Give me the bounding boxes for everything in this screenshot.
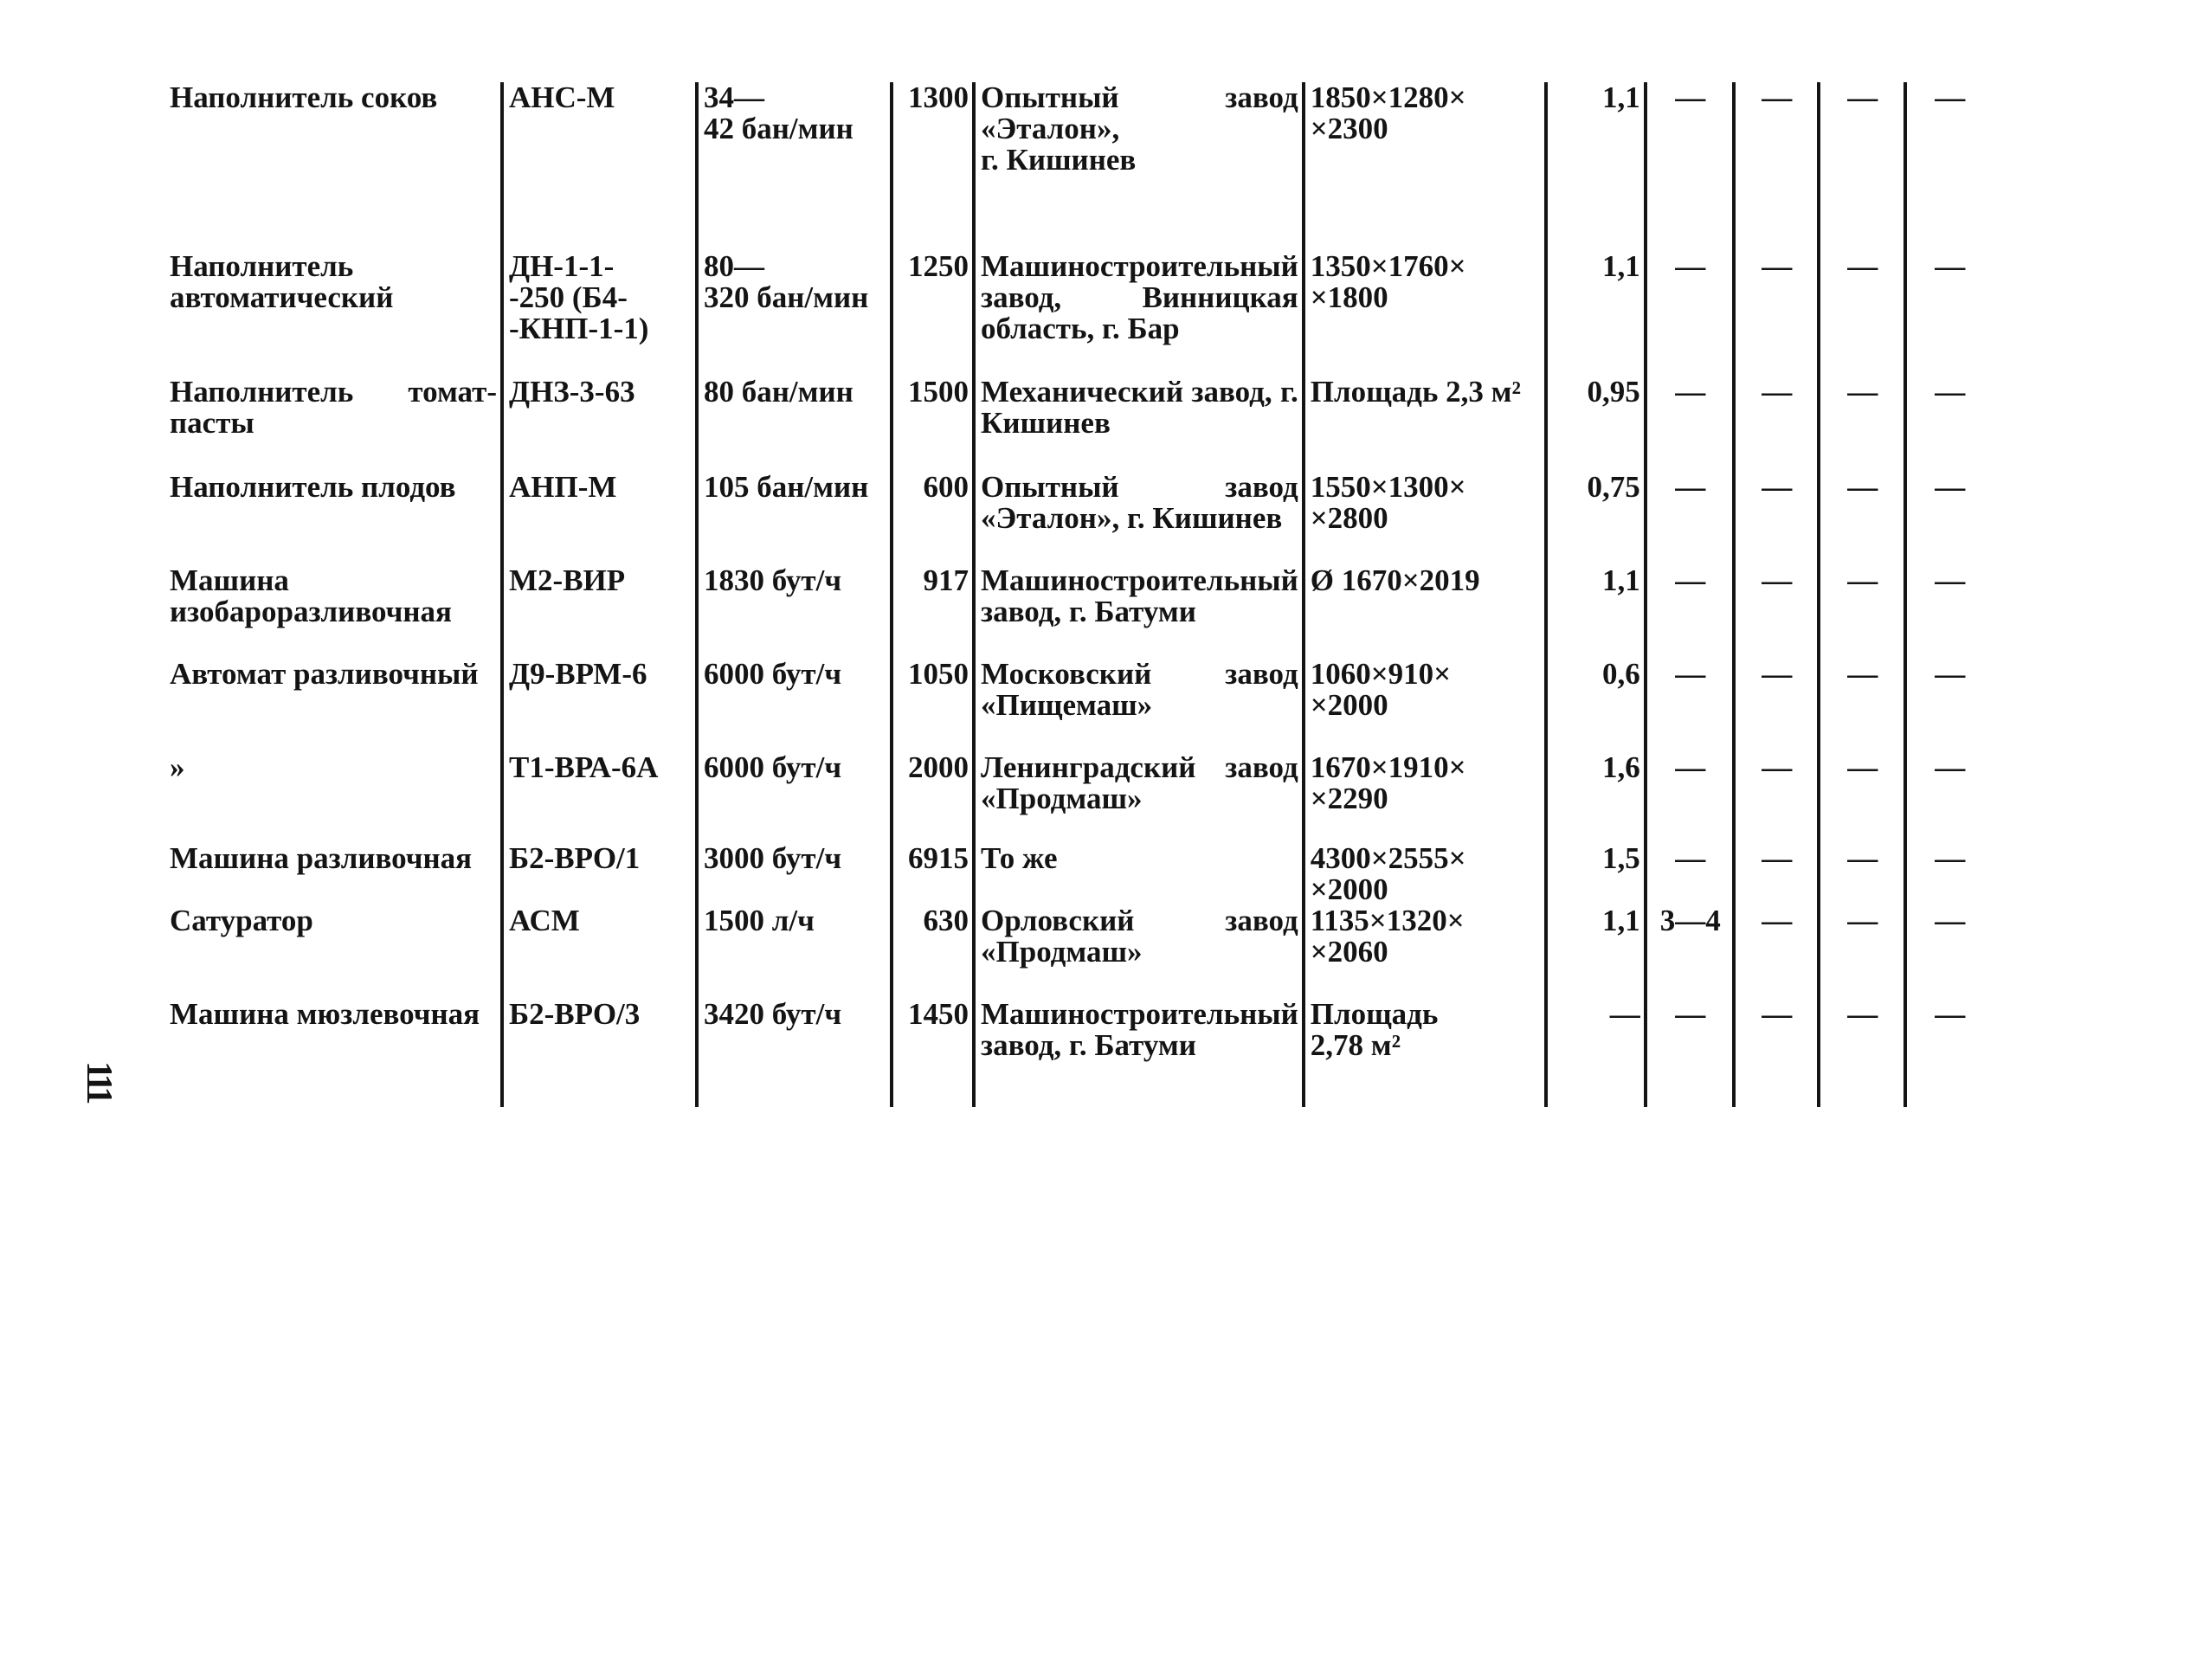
equipment-name: Машина изобароразливочная xyxy=(170,565,452,628)
col-8: — xyxy=(1675,251,1706,283)
col-9: — xyxy=(1762,565,1793,597)
manufacturer-cell xyxy=(974,843,1304,905)
col-10-cell xyxy=(1819,472,1905,565)
productivity: 34— 42 бан/мин xyxy=(704,82,854,145)
equipment-name: Наполнитель соков xyxy=(170,82,438,114)
col-9-cell xyxy=(1734,659,1819,752)
productivity-cell xyxy=(697,82,892,251)
equipment-name: Наполнитель автоматический xyxy=(170,251,394,314)
col-8: — xyxy=(1675,82,1706,114)
dimensions-cell xyxy=(1304,843,1546,905)
col-9-cell xyxy=(1734,472,1819,565)
manufacturer: Ленинградский завод «Продмаш» xyxy=(981,752,1298,815)
dimensions: 1350×1760× ×1800 xyxy=(1310,251,1466,314)
col-8: 3—4 xyxy=(1659,905,1721,937)
col-9-cell xyxy=(1734,999,1819,1107)
equipment-name-cell xyxy=(164,565,502,659)
manufacturer-cell xyxy=(974,251,1304,377)
model-code-cell xyxy=(502,377,697,472)
productivity: 6000 бут/ч xyxy=(704,752,842,784)
manufacturer-cell xyxy=(974,377,1304,472)
col-11-cell xyxy=(1905,251,1992,377)
col-10-cell xyxy=(1819,999,1905,1107)
power: 1250 xyxy=(908,251,969,283)
productivity: 3000 бут/ч xyxy=(704,843,842,875)
table-row xyxy=(164,905,1992,999)
manufacturer-cell xyxy=(974,565,1304,659)
col-11: — xyxy=(1935,752,1966,784)
power-cell xyxy=(892,999,974,1107)
col-8-cell xyxy=(1646,752,1734,843)
col-10-cell xyxy=(1819,251,1905,377)
equipment-name-cell xyxy=(164,82,502,251)
col-10: — xyxy=(1847,905,1878,937)
equipment-name: Сатуратор xyxy=(170,905,313,937)
model-code-cell xyxy=(502,251,697,377)
model-code-cell xyxy=(502,999,697,1107)
mass: 1,5 xyxy=(1601,843,1640,875)
col-10: — xyxy=(1847,999,1878,1031)
power: 1450 xyxy=(908,999,969,1031)
mass-cell xyxy=(1546,752,1646,843)
col-9: — xyxy=(1762,752,1793,784)
model-code: Т1-ВРА-6А xyxy=(509,752,659,784)
manufacturer-cell xyxy=(974,659,1304,752)
col-10-cell xyxy=(1819,565,1905,659)
col-9-cell xyxy=(1734,843,1819,905)
productivity-cell xyxy=(697,565,892,659)
power: 2000 xyxy=(908,752,969,784)
power-cell xyxy=(892,752,974,843)
dimensions: Площадь 2,3 м² xyxy=(1310,377,1521,409)
col-9-cell xyxy=(1734,565,1819,659)
table-row xyxy=(164,565,1992,659)
power: 1500 xyxy=(908,377,969,409)
mass-cell xyxy=(1546,905,1646,999)
col-11: — xyxy=(1935,999,1966,1031)
productivity: 1830 бут/ч xyxy=(704,565,842,597)
equipment-name: Машина мюзлевочная xyxy=(170,999,480,1031)
mass: 1,1 xyxy=(1601,565,1640,597)
col-11-cell xyxy=(1905,82,1992,251)
mass: 1,1 xyxy=(1601,82,1640,114)
col-9-cell xyxy=(1734,82,1819,251)
equipment-name: Наполнитель томат-пасты xyxy=(170,377,497,440)
power-cell xyxy=(892,905,974,999)
mass-cell xyxy=(1546,82,1646,251)
mass: 1,6 xyxy=(1601,752,1640,784)
equipment-name: Наполнитель плодов xyxy=(170,472,456,504)
model-code: АНС-М xyxy=(509,82,615,114)
power-cell xyxy=(892,843,974,905)
table-row xyxy=(164,472,1992,565)
mass: 0,6 xyxy=(1601,659,1640,691)
manufacturer: Механический завод, г. Кишинев xyxy=(981,377,1298,440)
equipment-name-cell xyxy=(164,472,502,565)
col-11-cell xyxy=(1905,999,1992,1107)
col-11-cell xyxy=(1905,905,1992,999)
power: 600 xyxy=(923,472,969,504)
col-11: — xyxy=(1935,377,1966,409)
equipment-name-cell xyxy=(164,251,502,377)
productivity: 80— 320 бан/мин xyxy=(704,251,869,314)
model-code: АСМ xyxy=(509,905,580,937)
dimensions-cell xyxy=(1304,377,1546,472)
model-code: ДН-1-1- -250 (Б4- -КНП-1-1) xyxy=(509,251,649,345)
model-code: АНП-М xyxy=(509,472,617,504)
productivity-cell xyxy=(697,905,892,999)
manufacturer-cell xyxy=(974,752,1304,843)
col-11-cell xyxy=(1905,659,1992,752)
col-10-cell xyxy=(1819,82,1905,251)
productivity-cell xyxy=(697,377,892,472)
mass-cell xyxy=(1546,251,1646,377)
dimensions: 1670×1910× ×2290 xyxy=(1310,752,1466,815)
power-cell xyxy=(892,82,974,251)
col-10: — xyxy=(1847,472,1878,504)
power: 917 xyxy=(923,565,969,597)
productivity-cell xyxy=(697,659,892,752)
col-11: — xyxy=(1935,565,1966,597)
col-11: — xyxy=(1935,843,1966,875)
col-8: — xyxy=(1675,472,1706,504)
dimensions-cell xyxy=(1304,999,1546,1107)
col-8-cell xyxy=(1646,251,1734,377)
col-11-cell xyxy=(1905,752,1992,843)
manufacturer-cell xyxy=(974,472,1304,565)
col-9: — xyxy=(1762,82,1793,114)
mass-cell xyxy=(1546,377,1646,472)
col-8-cell xyxy=(1646,905,1734,999)
equipment-name-cell xyxy=(164,752,502,843)
table-row xyxy=(164,659,1992,752)
col-9-cell xyxy=(1734,377,1819,472)
mass: — xyxy=(1609,999,1640,1031)
col-11: — xyxy=(1935,659,1966,691)
power-cell xyxy=(892,472,974,565)
col-10: — xyxy=(1847,82,1878,114)
manufacturer: Машиностроительный завод, г. Батуми xyxy=(981,565,1298,628)
col-8: — xyxy=(1675,565,1706,597)
dimensions: 1550×1300× ×2800 xyxy=(1310,472,1466,535)
mass: 0,75 xyxy=(1587,472,1640,504)
col-8-cell xyxy=(1646,472,1734,565)
manufacturer: Машиностроительный завод, Винницкая область, г. Бар xyxy=(981,251,1298,345)
col-9: — xyxy=(1762,843,1793,875)
equipment-name-cell xyxy=(164,659,502,752)
productivity-cell xyxy=(697,843,892,905)
dimensions-cell xyxy=(1304,472,1546,565)
dimensions-cell xyxy=(1304,905,1546,999)
equipment-name-cell xyxy=(164,905,502,999)
table-row xyxy=(164,999,1992,1107)
productivity: 80 бан/мин xyxy=(704,377,854,409)
power: 630 xyxy=(923,905,969,937)
power: 1300 xyxy=(908,82,969,114)
manufacturer-cell xyxy=(974,999,1304,1107)
col-9: — xyxy=(1762,377,1793,409)
productivity: 105 бан/мин xyxy=(704,472,869,504)
mass: 1,1 xyxy=(1601,251,1640,283)
manufacturer: Опытный завод «Эталон», г. Кишинев xyxy=(981,472,1298,535)
power-cell xyxy=(892,565,974,659)
model-code: М2-ВИР xyxy=(509,565,626,597)
page-number: 111 xyxy=(79,1061,119,1102)
model-code-cell xyxy=(502,472,697,565)
productivity: 6000 бут/ч xyxy=(704,659,842,691)
model-code: Б2-ВРО/1 xyxy=(509,843,641,875)
productivity-cell xyxy=(697,752,892,843)
col-11: — xyxy=(1935,905,1966,937)
power-cell xyxy=(892,251,974,377)
model-code-cell xyxy=(502,82,697,251)
dimensions-cell xyxy=(1304,251,1546,377)
manufacturer: Опытный завод «Эталон», г. Кишинев xyxy=(981,82,1298,177)
dimensions-cell xyxy=(1304,659,1546,752)
dimensions: 1060×910× ×2000 xyxy=(1310,659,1452,722)
col-9: — xyxy=(1762,905,1793,937)
equipment-name-cell xyxy=(164,377,502,472)
col-8-cell xyxy=(1646,659,1734,752)
mass-cell xyxy=(1546,472,1646,565)
model-code: Д9-ВРМ-6 xyxy=(509,659,647,691)
col-8: — xyxy=(1675,659,1706,691)
col-10: — xyxy=(1847,377,1878,409)
productivity: 1500 л/ч xyxy=(704,905,815,937)
col-9: — xyxy=(1762,659,1793,691)
manufacturer-cell xyxy=(974,82,1304,251)
col-9: — xyxy=(1762,999,1793,1031)
manufacturer: Машиностроительный завод, г. Батуми xyxy=(981,999,1298,1062)
model-code-cell xyxy=(502,659,697,752)
col-10: — xyxy=(1847,659,1878,691)
col-8-cell xyxy=(1646,377,1734,472)
col-9: — xyxy=(1762,472,1793,504)
mass-cell xyxy=(1546,565,1646,659)
productivity-cell xyxy=(697,472,892,565)
productivity-cell xyxy=(697,999,892,1107)
power: 6915 xyxy=(908,843,969,875)
col-10-cell xyxy=(1819,377,1905,472)
col-11: — xyxy=(1935,472,1966,504)
table-row xyxy=(164,377,1992,472)
equipment-name-cell xyxy=(164,999,502,1107)
col-10: — xyxy=(1847,752,1878,784)
model-code-cell xyxy=(502,843,697,905)
table-row xyxy=(164,251,1992,377)
model-code-cell xyxy=(502,752,697,843)
col-11: — xyxy=(1935,251,1966,283)
col-8: — xyxy=(1675,999,1706,1031)
col-10: — xyxy=(1847,251,1878,283)
col-11-cell xyxy=(1905,843,1992,905)
dimensions-cell xyxy=(1304,752,1546,843)
model-code: ДНЗ-3-63 xyxy=(509,377,635,409)
model-code-cell xyxy=(502,905,697,999)
col-11-cell xyxy=(1905,472,1992,565)
col-10-cell xyxy=(1819,659,1905,752)
dimensions-cell xyxy=(1304,565,1546,659)
col-8: — xyxy=(1675,843,1706,875)
equipment-name-cell xyxy=(164,843,502,905)
col-11: — xyxy=(1935,82,1966,114)
mass-cell xyxy=(1546,999,1646,1107)
mass-cell xyxy=(1546,843,1646,905)
dimensions: Ø 1670×2019 xyxy=(1310,565,1480,597)
col-9-cell xyxy=(1734,905,1819,999)
col-9-cell xyxy=(1734,251,1819,377)
col-8-cell xyxy=(1646,82,1734,251)
table-row xyxy=(164,82,1992,251)
model-code: Б2-ВРО/3 xyxy=(509,999,641,1031)
manufacturer: Московский завод «Пищемаш» xyxy=(981,659,1298,722)
col-10-cell xyxy=(1819,905,1905,999)
col-8-cell xyxy=(1646,843,1734,905)
col-8-cell xyxy=(1646,999,1734,1107)
col-10-cell xyxy=(1819,843,1905,905)
col-10: — xyxy=(1847,565,1878,597)
manufacturer: То же xyxy=(981,843,1058,875)
dimensions-cell xyxy=(1304,82,1546,251)
col-11-cell xyxy=(1905,565,1992,659)
power-cell xyxy=(892,377,974,472)
model-code-cell xyxy=(502,565,697,659)
col-8: — xyxy=(1675,752,1706,784)
equipment-name: Автомат разливочный xyxy=(170,659,479,691)
col-8-cell xyxy=(1646,565,1734,659)
col-9: — xyxy=(1762,251,1793,283)
mass: 0,95 xyxy=(1587,377,1640,409)
equipment-name: » xyxy=(170,752,185,784)
dimensions: Площадь 2,78 м² xyxy=(1310,999,1439,1062)
col-11-cell xyxy=(1905,377,1992,472)
manufacturer-cell xyxy=(974,905,1304,999)
equipment-name: Машина разливочная xyxy=(170,843,473,875)
table-row xyxy=(164,752,1992,843)
table-body xyxy=(164,82,1992,1107)
power: 1050 xyxy=(908,659,969,691)
dimensions: 1135×1320× ×2060 xyxy=(1310,905,1465,969)
dimensions: 1850×1280× ×2300 xyxy=(1310,82,1466,145)
table-row xyxy=(164,843,1992,905)
manufacturer: Орловский завод «Продмаш» xyxy=(981,905,1298,969)
productivity: 3420 бут/ч xyxy=(704,999,842,1031)
col-10-cell xyxy=(1819,752,1905,843)
col-9-cell xyxy=(1734,752,1819,843)
equipment-table xyxy=(164,82,1992,1107)
power-cell xyxy=(892,659,974,752)
col-8: — xyxy=(1675,377,1706,409)
mass-cell xyxy=(1546,659,1646,752)
mass: 1,1 xyxy=(1601,905,1640,937)
col-10: — xyxy=(1847,843,1878,875)
dimensions: 4300×2555× ×2000 xyxy=(1310,843,1466,905)
productivity-cell xyxy=(697,251,892,377)
